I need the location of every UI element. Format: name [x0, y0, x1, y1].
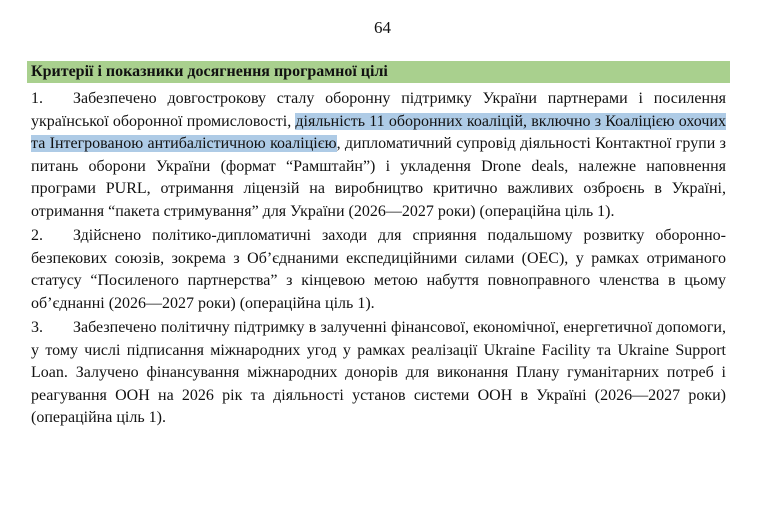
item-number: 1. [31, 90, 43, 107]
item-text[interactable]: Забезпечено політичну підтримку в залученні фінансової, економічної, енергетичної допомоги, у тому числі підписання міжнародних угод у рамках реалізації Ukraine Facility та Ukraine Support Loan. Залучено фінансування міжнародних донорів для виконання Плану гуманітарних потреб і реагування ООН на 2026 рік та діяльності установ системи ООН в Україні (2026—2027 роки) (операційна ціль 1). [31, 319, 726, 426]
item-text[interactable]: Забезпечено довгострокову сталу оборонну підтримку України партнерами і посилення української оборонної промисловості, [31, 90, 726, 130]
item-number: 2. [31, 227, 43, 244]
item-text-continued[interactable]: , дипломатичний супровід діяльності Контактної групи з питань оборони України (формат “Рамштайн”) і укладення Drone deals, належне наповнення програми PURL, отримання ліцензій на виробництво критично важливих озброєнь в Україні, отримання “пакета стримування” для України (2026—2027 роки) (операційна ціль 1). [31, 135, 726, 220]
list-item[interactable] [31, 317, 726, 430]
list-item[interactable] [31, 88, 726, 223]
page-number: 64 [374, 18, 391, 37]
item-number: 3. [31, 319, 43, 336]
selected-text-highlight[interactable]: діяльність 11 оборонних коаліцій, включно з Коаліцією охочих та Інтегрованою антибалістичною коаліцією [31, 112, 726, 152]
list-item[interactable] [31, 225, 726, 315]
item-text[interactable]: Здійснено політико-дипломатичні заходи для сприяння подальшому розвитку оборонно-безпекових союзів, зокрема з Об’єднаними експедиційними силами (ОЕС), у рамках отриманого статусу “Посиленого партнерства” з кінцевою метою набуття повноправного членства в цьому об’єднанні (2026—2027 роки) (операційна ціль 1). [31, 227, 726, 312]
criteria-list [31, 88, 726, 432]
section-heading: Критерії і показники досягнення програмної цілі [27, 61, 730, 83]
